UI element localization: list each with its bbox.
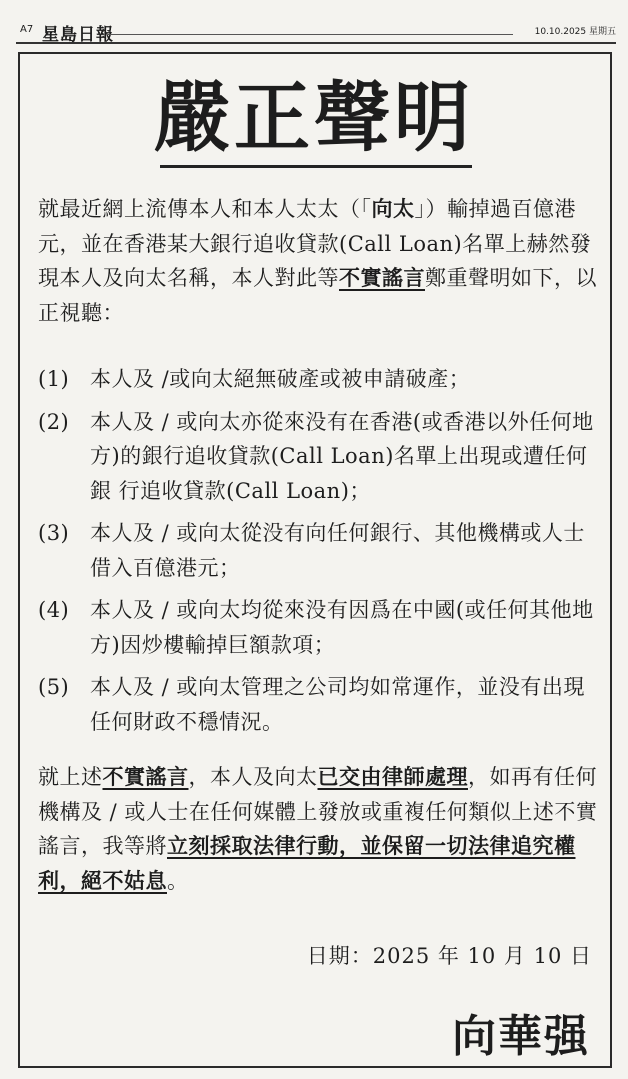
closing-text-1: 就上述	[38, 765, 103, 789]
clause-text: 本人及 / 或向太均從來没有因爲在中國(或任何其他地方)因炒樓輸掉巨額款項；	[90, 598, 594, 657]
title-underline	[160, 165, 472, 168]
rumor-emphasis: 不實謠言	[339, 265, 425, 290]
notice-date: 日期：2025 年 10 月 10 日	[306, 944, 592, 968]
clause-number: (5)	[38, 675, 70, 699]
legal-action-emphasis: 立刻採取法律行動，並保留一切法律追究權利，絕不姑息	[38, 833, 576, 893]
notice-title: 嚴正聲明	[154, 73, 474, 162]
page-number: A7	[20, 24, 34, 35]
intro-text-1: 就最近網上流傳本人和本人太太（「	[38, 197, 372, 221]
signature: 向華强	[452, 1011, 590, 1062]
clause-number: (1)	[38, 367, 70, 391]
clause-text: 本人及 / 或向太從没有向任何銀行、其他機構或人士借入百億港元；	[90, 521, 585, 580]
masthead-date: 10.10.2025 星期五	[534, 27, 616, 37]
closing-text-2: ，本人及向太	[188, 765, 318, 789]
clause-text: 本人及 / 或向太亦從來没有在香港(或香港以外任何地方)的銀行追收貸款(Call Loan)名單上出現或遭任何銀 行追收貸款(Call Loan)；	[90, 409, 594, 503]
intro-text-2: 」）輸掉過百億港元，並在香港某大銀行追收貸款(Call Loan)名單上赫然發現本人及向太名稱，本人對此等	[38, 197, 592, 290]
intro-paragraph	[38, 192, 598, 330]
closing-text-3: ，如再有任何機構及 / 或人士在任何媒體上發放或重複任何類似上述不實謠言，我等將	[38, 765, 598, 858]
wife-name: 向太	[371, 196, 415, 221]
clause-text: 本人及 /或向太絕無破產或被申請破產；	[90, 367, 471, 391]
newspaper-name: 星島日報	[42, 25, 114, 45]
lawyer-emphasis: 已交由律師處理	[317, 764, 468, 789]
clause-item	[38, 362, 598, 397]
clause-text: 本人及 / 或向太管理之公司均如常運作，並没有出現任何財政不穩情況。	[90, 675, 585, 734]
masthead-divider	[16, 42, 616, 44]
closing-end: 。	[167, 868, 189, 893]
clause-number: (3)	[38, 521, 70, 545]
masthead-rule	[108, 34, 513, 35]
clause-item	[38, 593, 598, 662]
intro-text-3: 鄭重聲明如下，以正視聽：	[38, 266, 597, 325]
clause-list	[38, 362, 598, 747]
clause-number: (4)	[38, 598, 70, 622]
clause-item	[38, 405, 598, 509]
rumor-emphasis: 不實謠言	[102, 764, 189, 789]
closing-paragraph	[38, 760, 598, 898]
clause-item	[38, 516, 598, 585]
masthead	[0, 0, 628, 44]
clause-item	[38, 670, 598, 739]
clause-number: (2)	[38, 409, 70, 434]
